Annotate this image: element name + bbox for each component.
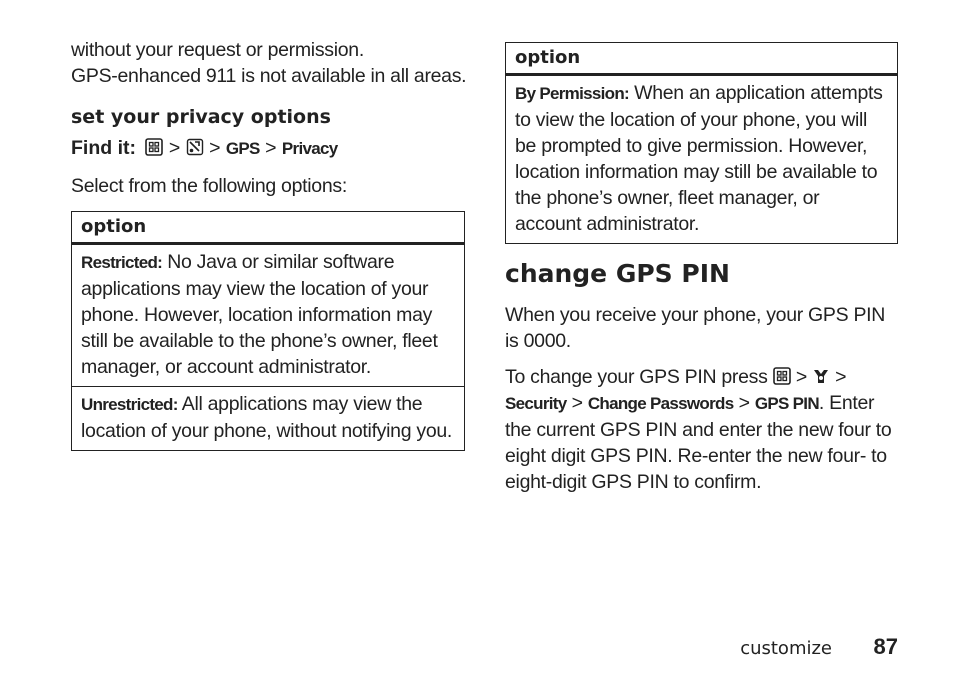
footer-section-label: customize <box>740 638 832 659</box>
table-row <box>506 75 898 244</box>
gps-menu-item: GPS <box>225 139 260 158</box>
find-it-path <box>71 137 338 160</box>
settings-tool-icon <box>186 138 204 156</box>
instruction-end: . Enter the current GPS PIN and enter the new four to eight digit GPS PIN. Re-enter the new four- to eight-digit GPS PIN to confirm. <box>505 392 892 493</box>
table-header: option <box>506 43 898 75</box>
security-menu-item: Security <box>505 394 567 413</box>
table-row <box>72 387 465 451</box>
menu-key-icon <box>145 138 163 156</box>
intro-line-2: GPS-enhanced 911 is not available in all areas. <box>71 65 467 87</box>
page-number: 87 <box>873 634 898 659</box>
path-separator: > <box>571 392 583 414</box>
section-heading: set your privacy options <box>71 106 331 128</box>
path-separator: > <box>209 137 221 159</box>
option-term: By Permission: <box>515 84 629 103</box>
privacy-menu-item: Privacy <box>281 139 338 158</box>
option-description: No Java or similar software applications may view the location of your phone. However, location information may still be available to the phone’s owner, fleet manager, or account administrator. <box>81 251 438 378</box>
gps-pin-menu-item: GPS PIN <box>754 394 819 413</box>
privacy-options-table-wrap <box>71 211 465 451</box>
menu-key-icon <box>773 367 791 385</box>
instruction-start: To change your GPS PIN press <box>505 366 768 388</box>
settings-gear-icon <box>812 367 830 385</box>
gps-pin-default-text: When you receive your phone, your GPS PIN is 0000. <box>505 304 886 352</box>
permission-table-wrap <box>505 42 898 244</box>
path-separator: > <box>795 366 807 388</box>
path-separator: > <box>265 137 277 159</box>
privacy-options-table <box>71 211 465 451</box>
option-term: Restricted: <box>81 253 163 272</box>
select-instruction: Select from the following options: <box>71 175 347 197</box>
path-separator: > <box>835 366 847 388</box>
change-passwords-menu-item: Change Passwords <box>587 394 734 413</box>
intro-line-1: without your request or permission. <box>71 39 364 61</box>
change-gps-pin-heading: change GPS PIN <box>505 259 730 288</box>
path-separator: > <box>738 392 750 414</box>
permission-options-table <box>505 42 898 244</box>
change-pin-instructions <box>505 364 898 495</box>
option-description: When an application attempts to view the location of your phone, you will be prompted to give permission. However, location information may still be available to the phone’s owner, fleet manager, or account administrator. <box>515 82 883 235</box>
table-header: option <box>72 212 465 244</box>
option-description: All applications may view the location of your phone, without notifying you. <box>81 393 453 442</box>
option-term: Unrestricted: <box>81 395 178 414</box>
table-row <box>72 244 465 387</box>
path-separator: > <box>168 137 181 159</box>
find-it-label: Find it: <box>71 137 136 159</box>
